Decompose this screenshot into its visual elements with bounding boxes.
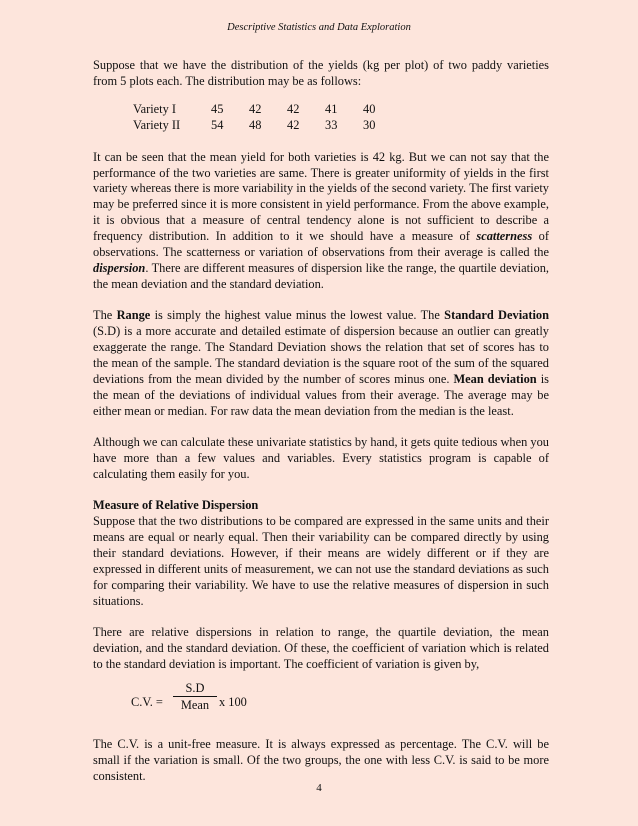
table-cell: 45 <box>211 101 224 116</box>
emphasis-dispersion: dispersion <box>93 260 146 275</box>
fraction-bar <box>173 696 217 697</box>
table-cell: 48 <box>249 117 262 132</box>
table-row <box>133 118 401 134</box>
formula-numerator: S.D <box>185 680 205 695</box>
table-row <box>133 102 401 118</box>
table-cell: 30 <box>363 117 376 132</box>
formula-fraction <box>173 681 217 713</box>
body-text <box>93 58 549 800</box>
intro-paragraph: Suppose that we have the distribution of the yields (kg per plot) of two paddy varieties from 5 plots each. The distribution may be as follows: <box>93 58 549 88</box>
formula-rhs: x 100 <box>219 694 247 709</box>
software-paragraph: Although we can calculate these univariate statistics by hand, it gets quite tedious when you have more than a few values and variables. Every statistics program is capable of calculating them easily for you. <box>93 435 549 481</box>
cv-explanation-paragraph: The C.V. is a unit-free measure. It is always expressed as percentage. The C.V. will be small if the variation is small. Of the two groups, the one with less C.V. is said to be more consistent. <box>93 736 549 783</box>
cv-formula <box>93 681 549 723</box>
table-cell: 42 <box>287 101 300 116</box>
page-number: 4 <box>316 782 322 794</box>
dispersion-paragraph: It can be seen that the mean yield for both varieties is 42 kg. But we can not say that the performance of the two varieties are same. There is greater uniformity of yields in the first variety whereas there is more variability in the yields of the second variety. The first variety may be preferred since it is more consistent in yield performance. From the above example, it is obvious that a measure of central tendency alone is not sufficient to describe a frequency distribution. In addition to it we should have a measure of scatterness of observations. The scatterness or variation of observations from their average is called the dispersion. There are different measures of dispersion like the range, the quartile deviation, the mean deviation and the standard deviation. <box>93 149 549 291</box>
relative-dispersion-paragraph: Suppose that the two distributions to be compared are expressed in the same units and their means are equal or nearly equal. Then their variability can be compared directly by using their standard deviations. However, if their means are widely different or if they are expressed in different units of measurement, we can not use the standard deviations as such for comparing their variability. We have to use the relative measures of dispersion in such situations. <box>93 514 549 608</box>
table-cell: 40 <box>363 101 376 116</box>
table-cell: 54 <box>211 117 224 132</box>
section-heading: Measure of Relative Dispersion <box>93 498 259 513</box>
table-cell: 42 <box>249 101 262 116</box>
formula-lhs: C.V. = <box>131 694 163 709</box>
range-sd-paragraph: The Range is simply the highest value minus the lowest value. The Standard Deviation (S.D) is a more accurate and detailed estimate of dispersion because an outlier can greatly exaggerate the range. The Standard Deviation shows the relation that set of scores has to the mean of the sample. The standard deviation is the square root of the sum of the squared deviations from the mean divided by the number of scores minus one. Mean deviation is the mean of the deviations of individual values from their average. The average may be either mean or median. For raw data the mean deviation from the median is the least. <box>93 308 549 418</box>
term-mean-deviation: Mean deviation <box>453 371 537 386</box>
table-cell: 33 <box>325 117 338 132</box>
row-label: Variety II <box>133 117 181 132</box>
row-label: Variety I <box>133 101 177 116</box>
table-cell: 42 <box>287 117 300 132</box>
term-range: Range <box>116 308 151 323</box>
yield-table <box>133 102 401 134</box>
cv-intro-paragraph: There are relative dispersions in relation to range, the quartile deviation, the mean deviation, and the standard deviation. Of these, the coefficient of variation which is related to the standard deviation is important. The coefficient of variation is given by, <box>93 625 549 671</box>
table-cell: 41 <box>325 101 338 116</box>
formula-denominator: Mean <box>180 697 210 712</box>
emphasis-scatterness: scatterness <box>476 229 533 244</box>
term-standard-deviation: Standard Deviation <box>444 308 549 323</box>
running-head: Descriptive Statistics and Data Exploration <box>227 22 411 33</box>
